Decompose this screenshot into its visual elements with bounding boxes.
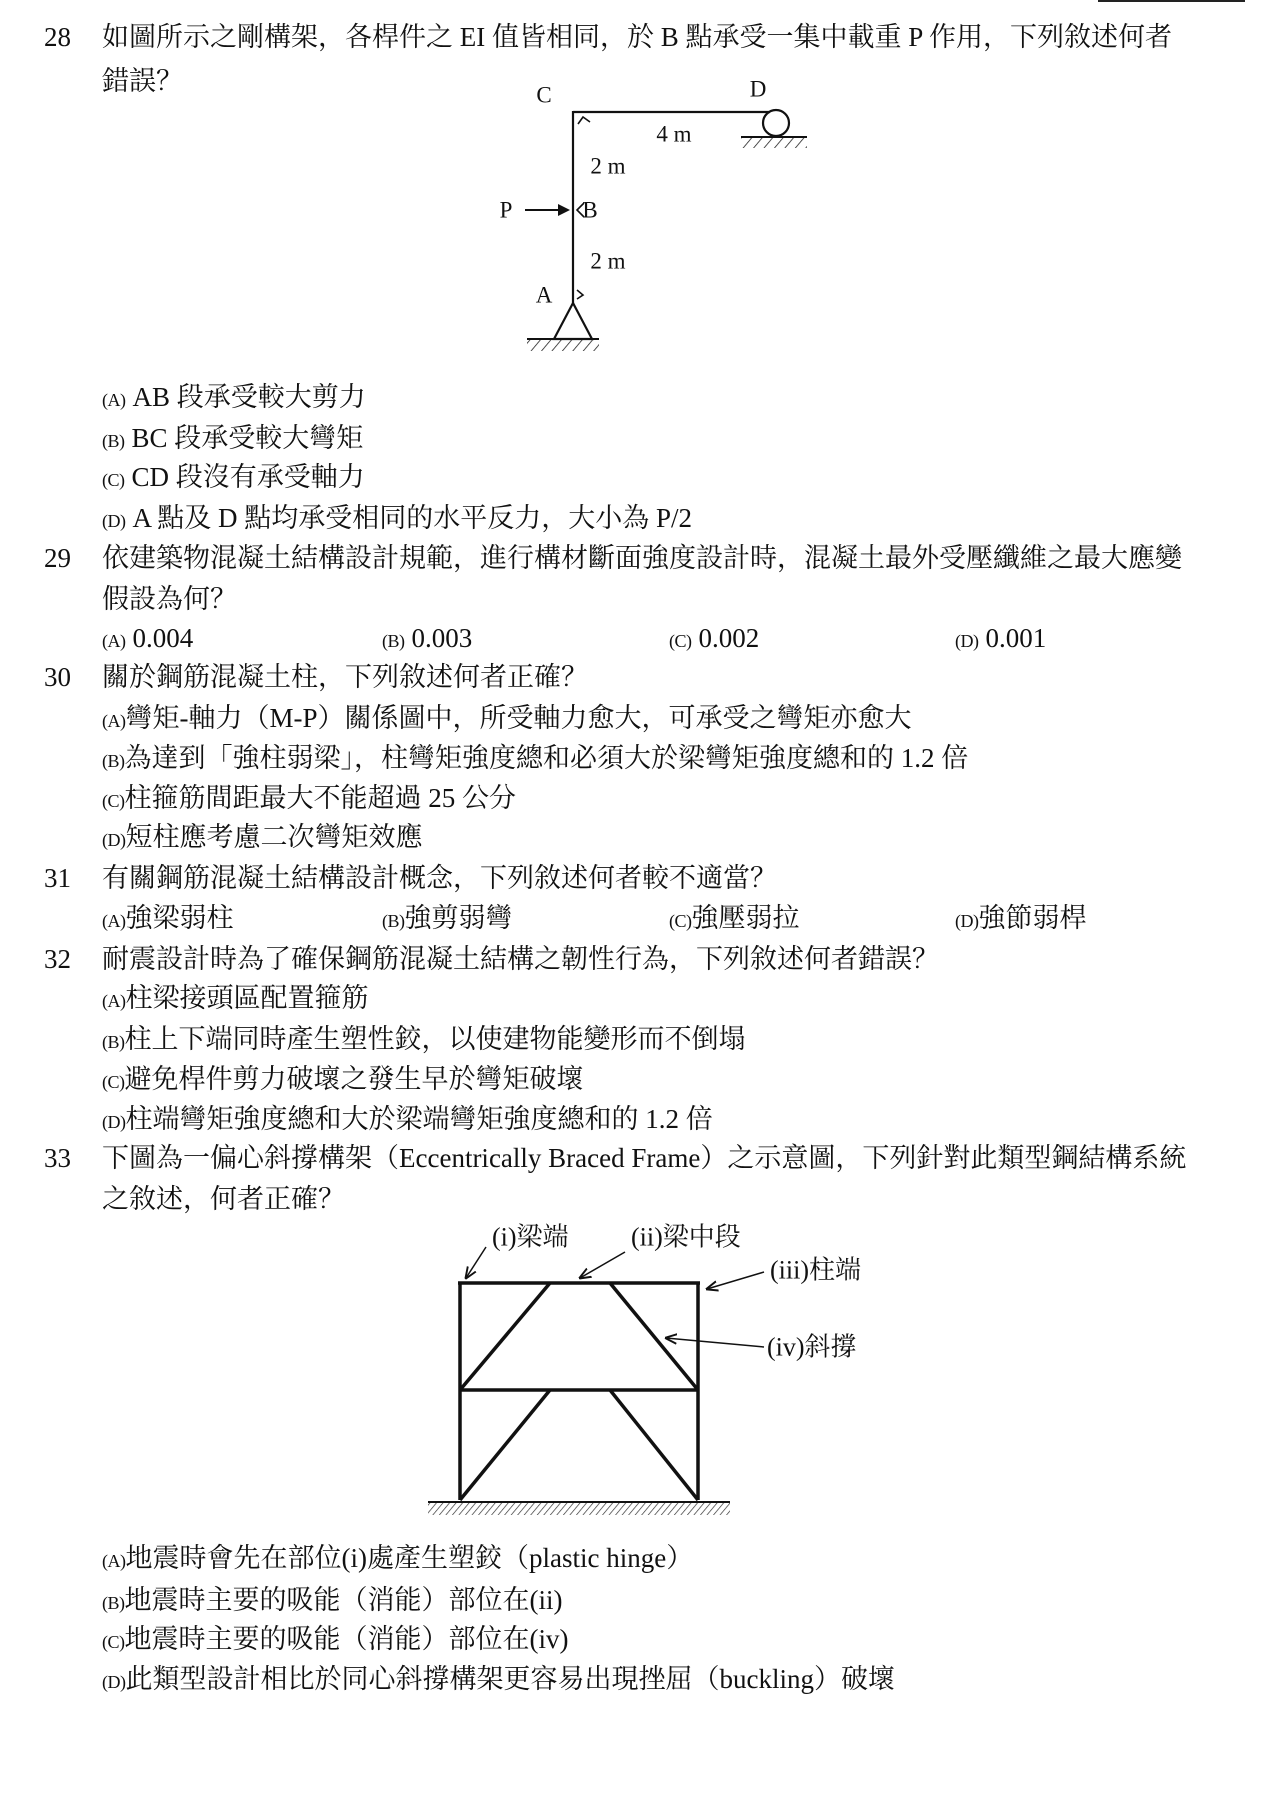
label-a: A [535,282,553,308]
label-beam-end: (i)梁端 [492,1222,569,1252]
option-b [102,1580,563,1620]
option-b [102,1019,746,1059]
label-column-end: (iii)柱端 [770,1255,861,1285]
brace-lower-right [610,1390,698,1500]
option-label: (D) [102,1112,126,1132]
label-b: B [582,197,598,223]
question-text-line: 關於鋼筋混凝土柱，下列敘述何者正確？ [102,662,588,692]
question-number: 29 [44,543,71,573]
option-c [102,1059,584,1099]
option-text: 地震時會先在部位(i)處產生塑鉸（plastic hinge） [125,1543,694,1573]
roller-support [763,110,789,136]
option-a [102,1538,693,1578]
question-number: 30 [44,662,71,692]
option-text: 0.004 [132,623,194,653]
option-text: 柱上下端同時產生塑性鉸，以使建物能變形而不倒塌 [124,1024,746,1054]
label-brace: (iv)斜撐 [767,1332,857,1362]
option-text: A 點及 D 點均承受相同的水平反力，大小為 P/2 [132,503,693,533]
option-c [102,457,365,497]
label-length-cd: 4 m [656,121,692,147]
option-label: (A) [102,631,126,651]
option-text: 強壓弱拉 [691,903,800,933]
question-text-line: 有關鋼筋混凝土結構設計概念，下列敘述何者較不適當？ [102,863,777,893]
option-d [102,1659,895,1699]
option-text: 柱端彎矩強度總和大於梁端彎矩強度總和的 1.2 倍 [125,1104,713,1134]
rigid-frame-diagram [480,60,840,370]
option-text: CD 段沒有承受軸力 [131,462,365,492]
option-text: AB 段承受較大剪力 [132,382,366,412]
option-text: 強節弱桿 [978,903,1087,933]
option-text: 彎矩-軸力（M-P）關係圖中，所受軸力愈大，可承受之彎矩亦愈大 [125,703,912,733]
question-number: 32 [44,944,71,974]
option-text: 強梁弱柱 [125,903,234,933]
option-b [102,418,363,458]
option-label: (C) [102,1072,125,1092]
pin-support [554,303,592,339]
pin-ground-hatch [527,340,599,351]
option-text: 0.001 [985,623,1047,653]
option-label: (B) [382,631,405,651]
option-c [669,898,800,938]
option-b [382,898,513,938]
eccentrically-braced-frame-diagram [410,1215,900,1530]
option-b [102,738,968,778]
option-label: (C) [102,1632,125,1652]
pointer-column-end [707,1272,764,1289]
option-text: 強剪弱彎 [404,903,513,933]
option-text: 地震時主要的吸能（消能）部位在(iv) [124,1624,569,1654]
option-label: (C) [669,631,692,651]
option-a [102,698,912,738]
option-text: 0.003 [411,623,473,653]
option-c [102,778,516,818]
question-number: 31 [44,863,71,893]
question-text-line: 如圖所示之剛構架，各桿件之 EI 值皆相同，於 B 點承受一集中載重 P 作用，下列敘述何者 [102,22,1173,52]
option-label: (B) [382,911,405,931]
option-text: 此類型設計相比於同心斜撐構架更容易出現挫屈（buckling）破壞 [125,1664,895,1694]
label-length-ba: 2 m [590,248,626,274]
option-label: (D) [955,911,979,931]
option-a [102,898,234,938]
option-label: (B) [102,751,125,771]
option-label: (C) [669,911,692,931]
option-label: (A) [102,991,126,1011]
option-label: (C) [102,470,125,490]
pointer-beam-end [466,1247,486,1278]
option-c [102,1619,568,1659]
ground-hatch [428,1503,730,1515]
option-text: 短柱應考慮二次彎矩效應 [125,822,423,852]
option-text: 為達到「強柱弱梁」，柱彎矩強度總和必須大於梁彎矩強度總和的 1.2 倍 [124,743,969,773]
joint-mark-a [577,290,583,299]
question-text-line: 耐震設計時為了確保鋼筋混凝土結構之韌性行為，下列敘述何者錯誤？ [102,944,939,974]
question-text-line: 之敘述，何者正確？ [102,1184,345,1214]
joint-mark-c [578,117,590,124]
option-label: (A) [102,711,126,731]
roller-ground-hatch [741,138,807,148]
pointer-beam-mid [580,1252,625,1278]
option-d [102,1099,713,1139]
brace-lower-left [460,1390,550,1500]
top-rule [1098,0,1245,2]
question-text-line: 錯誤？ [102,66,183,96]
pointer-brace [666,1338,764,1347]
label-load-p: P [499,197,513,223]
option-label: (D) [955,631,979,651]
question-number: 28 [44,22,71,52]
option-label: (A) [102,911,126,931]
option-a [102,978,369,1018]
option-b [382,618,472,658]
option-text: 地震時主要的吸能（消能）部位在(ii) [124,1585,563,1615]
option-c [669,618,759,658]
option-label: (B) [102,1032,125,1052]
option-text: 柱梁接頭區配置箍筋 [125,983,369,1013]
question-text-line: 假設為何？ [102,584,237,614]
label-d: D [749,76,767,102]
load-arrow-head [558,204,570,216]
label-length-cb: 2 m [590,153,626,179]
option-label: (D) [102,511,126,531]
option-a [102,377,366,417]
option-text: 避免桿件剪力破壞之發生早於彎矩破壞 [124,1064,584,1094]
label-beam-mid: (ii)梁中段 [631,1222,741,1252]
option-d [102,817,423,857]
option-label: (B) [102,1593,125,1613]
option-d [955,618,1046,658]
option-a [102,618,193,658]
option-label: (C) [102,791,125,811]
option-text: BC 段承受較大彎矩 [131,423,364,453]
label-c: C [536,82,552,108]
option-label: (B) [102,431,125,451]
option-label: (D) [102,830,126,850]
question-text-line: 下圖為一偏心斜撐構架（Eccentrically Braced Frame）之示意圖，下列針對此類型鋼結構系統 [102,1143,1187,1173]
question-number: 33 [44,1143,71,1173]
option-text: 柱箍筋間距最大不能超過 25 公分 [124,783,516,813]
option-d [102,498,692,538]
question-text-line: 依建築物混凝土結構設計規範，進行構材斷面強度設計時，混凝土最外受壓纖維之最大應變 [102,543,1182,573]
option-d [955,898,1087,938]
option-label: (D) [102,1672,126,1692]
option-label: (A) [102,390,126,410]
brace-upper-right [610,1283,698,1390]
option-text: 0.002 [698,623,760,653]
option-label: (A) [102,1551,126,1571]
brace-upper-left [460,1283,550,1390]
